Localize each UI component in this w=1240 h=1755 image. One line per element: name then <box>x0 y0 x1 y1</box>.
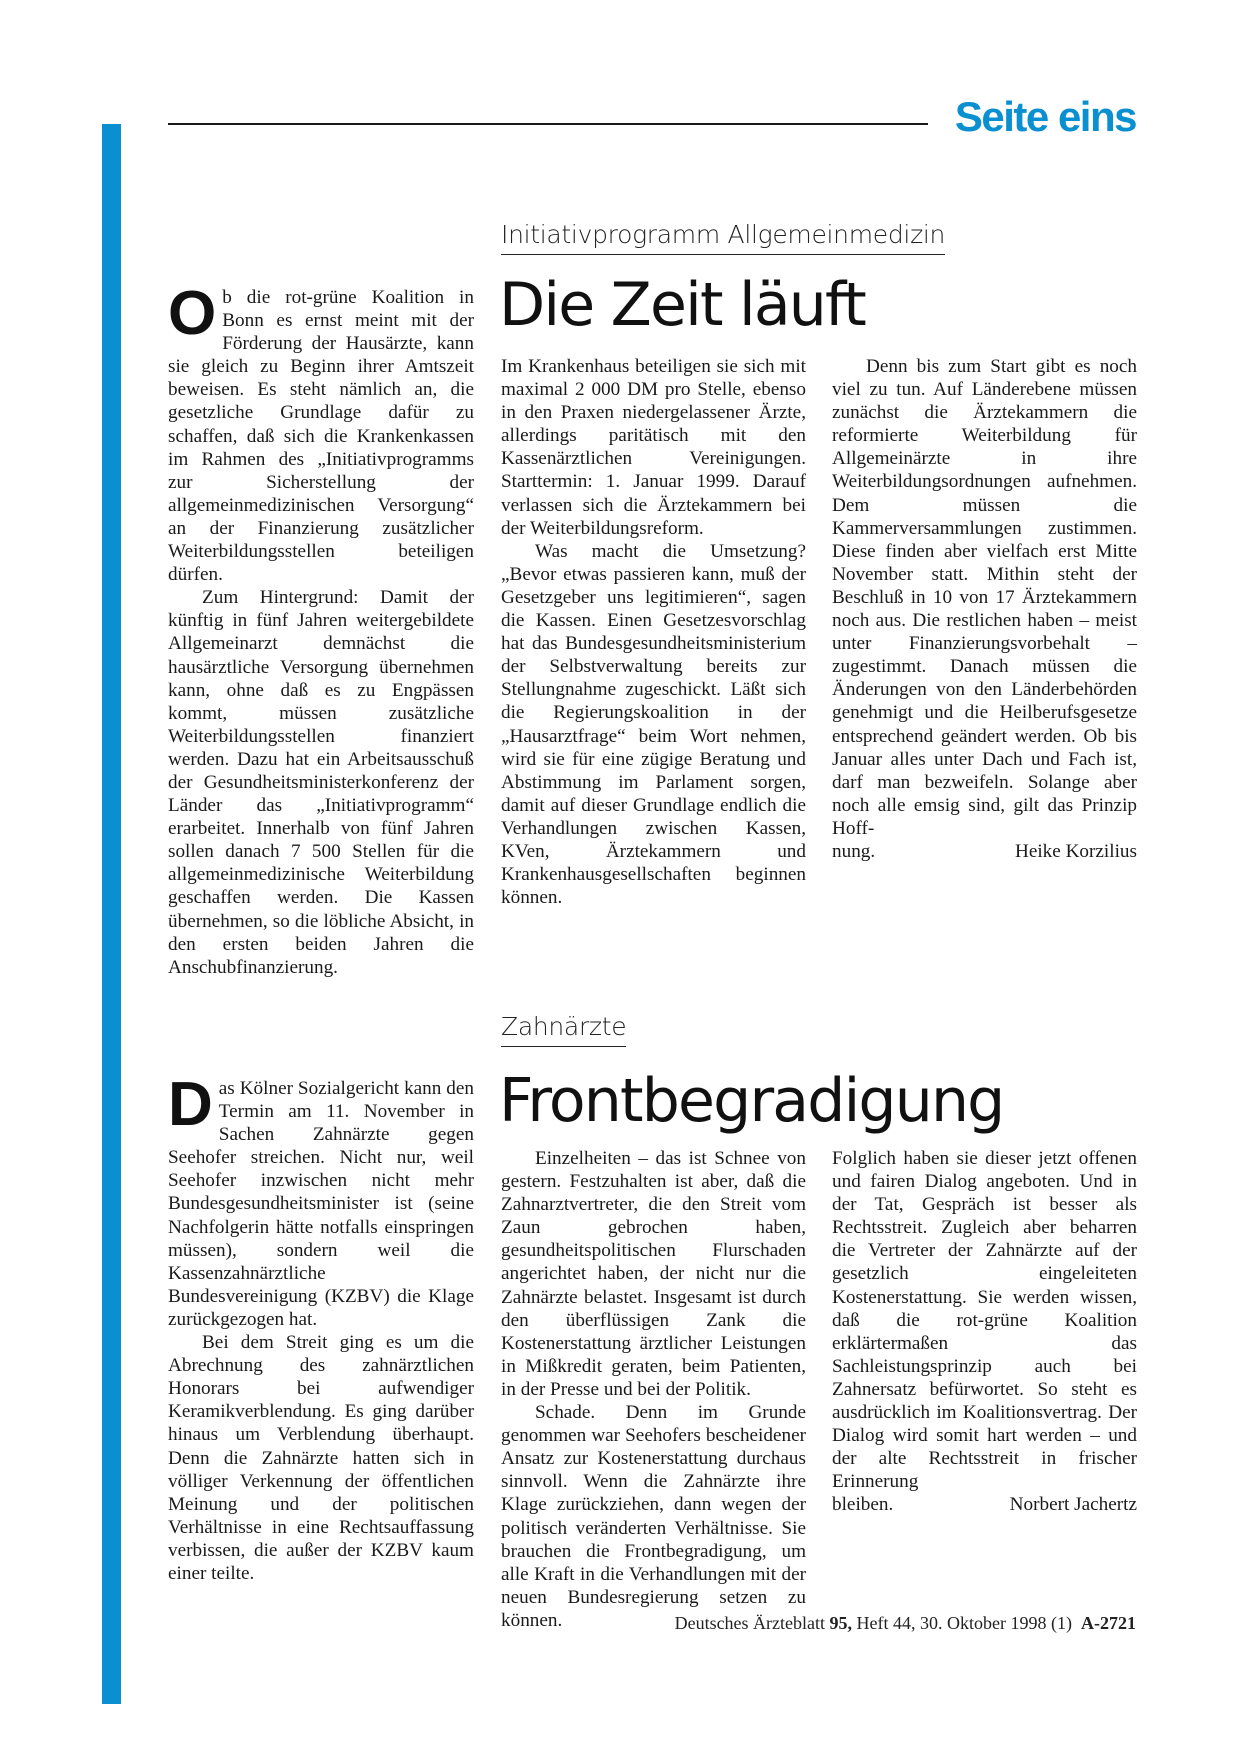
paragraph: Denn bis zum Start gibt es noch viel zu tun. Auf Länderebene müssen zunächst die Ärztekammern die reformierte Weiterbildung für Allgemeinärzte in ihre Weiterbildungsordnungen aufnehmen. Dem müssen die Kammerversammlungen zustimmen. Diese finden aber vielfach erst Mitte November statt. Mithin steht der Beschluß in 10 von 17 Ärztekammern noch aus. Die restlichen haben – meist unter Finanzierungsvorbehalt – zugestimmt. Danach müssen die Änderungen von den Länderbehörden genehmigt und die Heilberufsgesetze entsprechend geändert werden. Ob bis Januar alles unter Dach und Fach ist, darf man bezweifeln. Solange aber noch alle emsig sind, gilt das Prinzip Hoff- <box>832 356 1137 839</box>
article-1-column-3 <box>832 355 1137 863</box>
article-1-dropcap: O <box>168 279 217 348</box>
paragraph: Schade. Denn im Grunde genommen war Seehofers bescheidener Ansatz zur Kostenerstattung durchaus sinnvoll. Wenn die Zahnärzte ihre Klage zurückziehen, dann wegen der politisch veränderten Verhältnisse. Sie brauchen die Frontbegradigung, um alle Kraft in die Verhandlungen mit der neuen Bundesregierung setzen zu können. <box>501 1402 806 1631</box>
article-1-headline: Die Zeit läuft <box>499 270 866 340</box>
article-1-column-2 <box>501 355 806 909</box>
article-1-kicker: Initiativprogramm Allgemeinmedizin <box>501 218 945 255</box>
article-2-dropcap: D <box>168 1070 213 1139</box>
volume: 95, <box>829 1613 853 1633</box>
paragraph: Folglich haben sie dieser jetzt offenen und fairen Dialog angeboten. Und in der Tat, Gespräch ist besser als Rechtsstreit. Zugleich aber beharren die Vertreter der Zahnärzte auf der gesetzlich eingeleiteten Kostenerstattung. Sie werden wissen, daß die rot-grüne Koalition erklärtermaßen das Sachleistungsprinzip auch bei Zahnersatz befürwortet. So steht es ausdrücklich im Koalitionsvertrag. Der Dialog wird somit hart werden – und der alte Rechtsstreit in frischer Erinnerung <box>832 1148 1137 1493</box>
article-2-column-3 <box>832 1147 1137 1517</box>
paragraph: Einzelheiten – das ist Schnee von gestern. Festzuhalten ist aber, daß die Zahnarztvertreter, die den Streit vom Zaun gebrochen haben, gesundheitspolitischen Flurschaden angerichtet haben, der nicht nur die Zahnärzte belastet. Insgesamt ist durch den überflüssigen Zank die Kostenerstattung ärztlicher Leistungen in Mißkredit geraten, beim Patienten, in der Presse und bei der Politik. <box>501 1148 806 1400</box>
article-2-headline: Frontbegradigung <box>499 1066 1004 1136</box>
journal-name: Deutsches Ärzteblatt <box>674 1613 826 1633</box>
paragraph: b die rot-grüne Koalition in Bonn es ernst meint mit der Förderung der Hausärzte, kann sie gleich zu Beginn ihrer Amtszeit beweisen. Es steht nämlich an, die gesetzliche Grundlage dafür zu schaffen, daß sich die Krankenkassen im Rahmen des „Initiativprogramms zur Sicherstellung der allgemeinmedizinischen Versorgung“ an der Finanzierung zusätzlicher Weiterbildungsstellen beteiligen dürfen. <box>168 287 474 586</box>
page-number: A-2721 <box>1081 1613 1136 1633</box>
article-2-column-2 <box>501 1147 806 1632</box>
issue-date: Heft 44, 30. Oktober 1998 (1) <box>856 1613 1072 1633</box>
paragraph: Zum Hintergrund: Damit der künftig in fünf Jahren weitergebildete Allgemeinarzt demnächst die hausärztliche Versorgung übernehmen kann, ohne daß es zu Engpässen kommt, müssen zusätzliche Weiterbildungsstellen finanziert werden. Dazu hat ein Arbeitsausschuß der Gesundheitsministerkonferenz der Länder das „Initiativprogramm“ erarbeitet. Innerhalb von fünf Jahren sollen danach 7 500 Stellen für die allgemeinmedizinische Weiterbildung geschaffen werden. Die Kassen übernehmen, so die löbliche Absicht, in den ersten beiden Jahren die Anschubfinanzierung. <box>168 587 474 978</box>
paragraph: Im Krankenhaus beteiligen sie sich mit maximal 2 000 DM pro Stelle, ebenso in den Praxen niedergelassener Ärzte, allerdings paritätisch mit den Kassenärztlichen Vereinigungen. Starttermin: 1. Januar 1999. Darauf verlassen sich die Ärztekammern bei der Weiterbildungsreform. <box>501 356 806 539</box>
section-title: Seite eins <box>954 93 1136 140</box>
article-2-author: Norbert Jachertz <box>1009 1494 1137 1516</box>
article-2-column-1 <box>168 1070 474 1585</box>
header-rule <box>168 123 928 125</box>
margin-color-bar <box>102 124 121 1704</box>
paragraph: Was macht die Umsetzung? „Bevor etwas passieren kann, muß der Gesetzgeber uns legitimieren“, sagen die Kassen. Einen Gesetzesvorschlag hat das Bundesgesundheitsministerium der Selbstverwaltung bereits zur Stellungnahme zugeschickt. Läßt sich die Regierungskoalition in der „Hausarztfrage“ beim Wort nehmen, wird sie für eine zügige Beratung und Abstimmung im Parlament sorgen, damit auf dieser Grundlage endlich die Verhandlungen zwischen Kassen, KVen, Ärztekammern und Krankenhausgesellschaften beginnen können. <box>501 540 807 909</box>
article-1-author: Heike Korzilius <box>1014 840 1137 862</box>
last-word: nung. <box>832 840 876 862</box>
page-footer <box>675 1611 1136 1635</box>
article-1-column-1 <box>168 279 474 979</box>
last-word: bleiben. <box>832 1494 894 1516</box>
paragraph: as Kölner Sozialgericht kann den Termin am 11. November in Sachen Zahnärzte gegen Seehofer streichen. Nicht nur, weil Seehofer inzwischen nicht mehr Bundesgesundheitsminister ist (seine Nachfolgerin hätte notfalls einspringen müssen), sondern weil die Kassenzahnärztliche Bundesvereinigung (KZBV) die Klage zurückgezogen hat. <box>168 1078 474 1330</box>
paragraph: Bei dem Streit ging es um die Abrechnung des zahnärztlichen Honorars bei aufwendiger Keramikverblendung. Es ging darüber hinaus um Verblendung überhaupt. Denn die Zahnärzte hatten sich in völliger Verkennung der öffentlichen Meinung und der politischen Verhältnisse in eine Rechtsauffassung verbissen, die außer der KZBV kaum einer teilte. <box>168 1332 474 1584</box>
article-2-kicker: Zahnärzte <box>501 1010 626 1047</box>
